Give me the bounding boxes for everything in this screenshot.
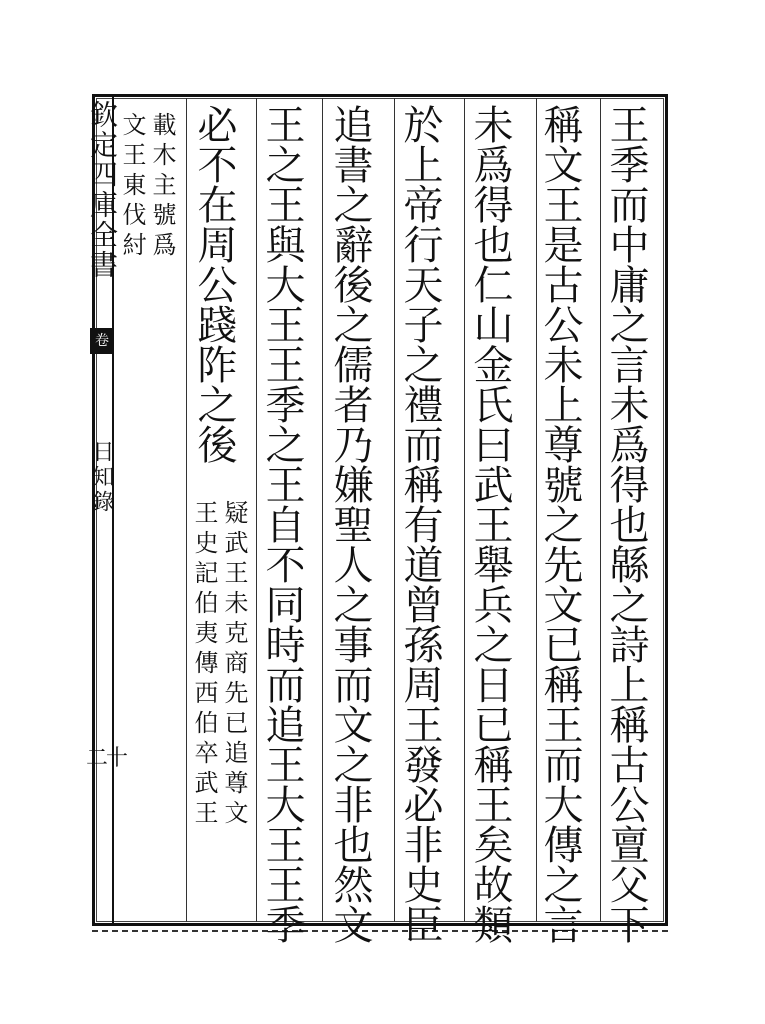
text-column-7: 必不在周公踐阼之後 xyxy=(191,104,237,464)
column-rule xyxy=(186,98,187,922)
column-rule xyxy=(256,98,257,922)
book-title: 日知錄 xyxy=(89,440,114,515)
collection-title: 欽定四庫全書 xyxy=(86,100,119,280)
commentary-line: 疑武王未克商先已追尊文 xyxy=(220,500,248,830)
text-column-4: 於上帝行天子之禮而稱有道曾孫周王發必非史臣 xyxy=(397,104,443,944)
commentary-line: 文王東伐紂 xyxy=(118,112,146,262)
text-column-2: 稱文王是古公未上尊號之先文已稱王而大傳之言 xyxy=(537,104,583,944)
page-number: 二十 xyxy=(86,746,127,771)
commentary-line: 王史記伯夷傳西伯卒武王 xyxy=(190,500,218,830)
commentary-line: 載木主號爲 xyxy=(148,112,176,262)
column-rule xyxy=(600,98,601,922)
margin-tick xyxy=(92,652,94,666)
text-column-1: 王季而中庸之言未爲得也緜之詩上稱古公亶父下 xyxy=(603,104,649,944)
text-column-6: 王之王與大王王季之王自不同時而追王大王王季 xyxy=(259,104,305,944)
column-rule xyxy=(322,98,323,922)
column-rule xyxy=(394,98,395,922)
text-column-5: 追書之辭後之儒者乃嫌聖人之事而文之非也然文 xyxy=(327,104,373,944)
fishtail-mark: 卷 xyxy=(90,328,114,354)
column-rule xyxy=(464,98,465,922)
text-column-3: 未爲得也仁山金氏曰武王舉兵之日已稱王矣故類 xyxy=(467,104,513,944)
